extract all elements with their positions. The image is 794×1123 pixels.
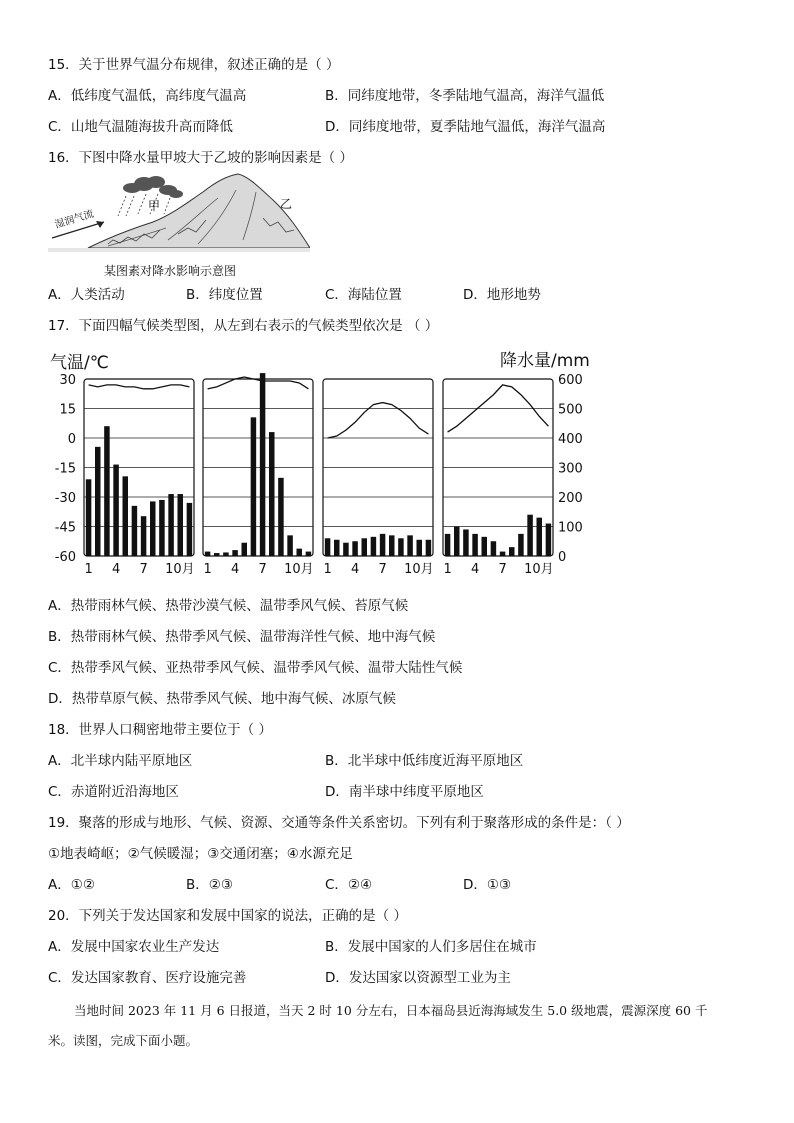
q16-figure-caption: 某图素对降水影响示意图	[104, 264, 237, 278]
x-tick-label: 4	[230, 562, 240, 577]
precipitation-bar	[159, 500, 165, 556]
precipitation-bar	[178, 494, 184, 556]
precipitation-bar	[546, 524, 552, 556]
q18-stem: 18．世界人口稠密地带主要位于（ ）	[48, 722, 272, 738]
y-left-tick-label: -60	[54, 550, 76, 565]
x-tick-label: 4	[470, 562, 480, 577]
temperature-line	[328, 403, 429, 438]
precipitation-bar	[362, 538, 368, 556]
precipitation-bar	[150, 501, 156, 556]
x-tick-label: 7	[378, 562, 387, 577]
x-tick-label: 7	[139, 562, 148, 577]
precipitation-bar	[537, 518, 543, 556]
precipitation-bar	[251, 417, 257, 556]
precipitation-bar	[527, 515, 533, 556]
q15-option-a: A．低纬度气温低，高纬度气温高	[48, 88, 247, 104]
q19-conditions: ①地表崎岖；②气候暖湿；③交通闭塞；④水源充足	[48, 846, 353, 862]
precipitation-bar	[325, 538, 331, 556]
q19-option-b: B．②③	[186, 877, 233, 893]
precipitation-bar	[113, 465, 119, 556]
passage-line-2: 米。读图，完成下面小题。	[48, 1033, 199, 1048]
precipitation-bar	[168, 494, 174, 556]
x-tick-label: 1	[203, 562, 212, 577]
precipitation-bar	[104, 426, 110, 556]
precipitation-bar	[334, 540, 340, 556]
x-tick-label: 10月	[165, 562, 195, 577]
passage-line-1: 当地时间 2023 年 11 月 6 日报道，当天 2 时 10 分左右，日本福岛县近海海域发生 5.0 级地震，震源深度 60 千	[74, 1003, 708, 1018]
climate-chart-1	[84, 379, 195, 577]
precipitation-bar	[472, 534, 478, 556]
precipitation-bar	[454, 527, 460, 557]
precipitation-bar	[260, 373, 266, 556]
temperature-line	[89, 385, 190, 389]
x-tick-label: 10月	[524, 562, 554, 577]
q19-option-d: D．①③	[463, 877, 512, 893]
precipitation-bar	[426, 540, 432, 556]
y-left-tick-label: 0	[67, 432, 76, 447]
y-right-tick-label: 200	[558, 491, 583, 506]
q15-option-c: C．山地气温随海拔升高而降低	[48, 119, 233, 135]
q18-option-d: D．南半球中纬度平原地区	[325, 784, 484, 800]
precipitation-bar	[389, 535, 395, 556]
precipitation-bar	[445, 534, 451, 556]
precipitation-bar	[417, 540, 423, 556]
q16-option-a: A．人类活动	[48, 287, 125, 303]
precipitation-bar	[343, 543, 349, 556]
q18-option-a: A．北半球内陆平原地区	[48, 753, 193, 769]
precipitation-bar	[86, 479, 92, 556]
right-axis-title: 降水量/mm	[500, 351, 590, 371]
y-right-tick-label: 0	[558, 550, 567, 565]
climate-chart-4	[443, 379, 554, 577]
precipitation-bar	[95, 447, 101, 556]
q17-option-b: B．热带雨林气候、热带季风气候、温带海洋性气候、地中海气候	[48, 629, 436, 645]
precipitation-bar	[500, 552, 506, 556]
q20-option-c: C．发达国家教育、医疗设施完善	[48, 970, 247, 986]
precipitation-bar	[407, 535, 413, 556]
precipitation-bar	[518, 534, 524, 556]
precipitation-bar	[223, 552, 229, 556]
y-right-tick-label: 500	[558, 402, 583, 418]
precipitation-bar	[232, 550, 238, 556]
q20-stem: 20．下列关于发达国家和发展中国家的说法，正确的是（ ）	[48, 908, 407, 924]
x-tick-label: 4	[111, 562, 121, 577]
climate-chart-2	[203, 373, 314, 577]
airflow-label: 湿润气流	[53, 208, 96, 231]
rain-lines	[118, 194, 170, 216]
q18-option-c: C．赤道附近沿海地区	[48, 784, 179, 800]
x-tick-label: 1	[84, 562, 93, 577]
cloud-icon	[123, 176, 183, 198]
q15-option-b: B．同纬度地带，冬季陆地气温高，海洋气温低	[325, 88, 605, 104]
y-right-tick-label: 600	[558, 373, 583, 388]
q17-option-c: C．热带季风气候、亚热带季风气候、温带季风气候、温带大陆性气候	[48, 660, 463, 676]
precipitation-bar	[123, 476, 129, 556]
q15-stem: 15．关于世界气温分布规律，叙述正确的是（ ）	[48, 57, 340, 73]
x-tick-label: 7	[498, 562, 507, 577]
q20-option-d: D．发达国家以资源型工业为主	[325, 970, 511, 986]
precipitation-bar	[132, 506, 138, 556]
climate-charts	[40, 342, 620, 582]
precipitation-bar	[371, 537, 377, 556]
precipitation-bar	[278, 478, 284, 556]
precipitation-bar	[287, 535, 293, 556]
climate-chart-3	[323, 379, 434, 577]
precipitation-bar	[297, 549, 303, 556]
q16-option-b: B．纬度位置	[186, 287, 263, 303]
precipitation-bar	[242, 543, 248, 556]
x-tick-label: 1	[323, 562, 332, 577]
precipitation-bar	[352, 541, 358, 556]
precipitation-bar	[214, 553, 220, 556]
precipitation-bar	[205, 552, 211, 556]
y-left-tick-label: -45	[54, 520, 76, 536]
slope-a-label: 甲	[148, 199, 161, 213]
q19-stem: 19．聚落的形成与地形、气候、资源、交通等条件关系密切。下列有利于聚落形成的条件是：（ ）	[48, 815, 630, 831]
q20-option-a: A．发展中国家农业生产发达	[48, 939, 220, 955]
precipitation-bar	[482, 537, 488, 556]
x-tick-label: 1	[443, 562, 452, 577]
y-left-tick-label: 30	[59, 373, 76, 388]
precipitation-bar	[398, 538, 404, 556]
precipitation-bar	[491, 541, 497, 556]
q19-option-a: A．①②	[48, 877, 95, 893]
q18-option-b: B．北半球中低纬度近海平原地区	[325, 753, 524, 769]
precipitation-bar	[306, 552, 312, 556]
precipitation-bar	[187, 503, 193, 556]
y-left-tick-label: 15	[59, 402, 76, 418]
precipitation-bar	[463, 529, 469, 556]
precipitation-bar	[141, 516, 147, 556]
precipitation-bar	[380, 534, 386, 556]
q19-option-c: C．②④	[325, 877, 373, 893]
x-tick-label: 7	[258, 562, 267, 577]
precipitation-bar	[509, 547, 515, 556]
y-left-tick-label: -30	[54, 491, 76, 506]
y-right-tick-label: 300	[558, 461, 583, 477]
q17-option-a: A．热带雨林气候、热带沙漠气候、温带季风气候、苔原气候	[48, 598, 409, 614]
x-tick-label: 4	[350, 562, 360, 577]
q16-figure	[48, 170, 310, 252]
x-tick-label: 10月	[404, 562, 434, 577]
mountain-shape	[88, 174, 310, 248]
y-right-tick-label: 400	[558, 432, 583, 447]
q20-option-b: B．发展中国家的人们多居住在城市	[325, 939, 537, 955]
precipitation-bar	[269, 432, 275, 556]
left-axis-title: 气温/℃	[50, 353, 109, 373]
q17-stem: 17．下面四幅气候类型图，从左到右表示的气候类型依次是 （ ）	[48, 318, 439, 334]
y-left-tick-label: -15	[54, 461, 76, 477]
q15-option-d: D．同纬度地带，夏季陆地气温低，海洋气温高	[325, 119, 606, 135]
q16-option-d: D．地形地势	[463, 287, 541, 303]
slope-b-label: 乙	[280, 197, 293, 211]
q16-stem: 16．下图中降水量甲坡大于乙坡的影响因素是（ ）	[48, 150, 353, 166]
q16-option-c: C．海陆位置	[325, 287, 402, 303]
x-tick-label: 10月	[284, 562, 314, 577]
q17-option-d: D．热带草原气候、热带季风气候、地中海气候、冰原气候	[48, 691, 396, 707]
y-right-tick-label: 100	[558, 520, 583, 536]
